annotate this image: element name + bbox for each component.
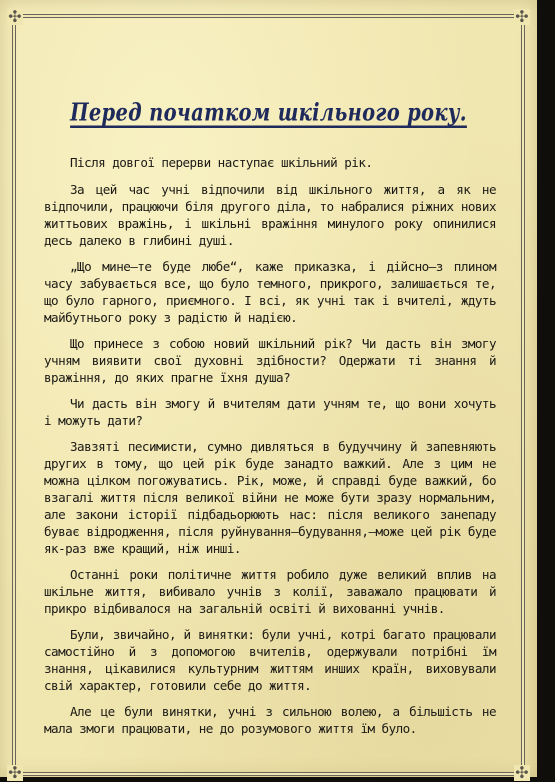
corner-ornament-icon: ✣ (8, 7, 22, 26)
paragraph: Завзяті песимисти, сумно дивляться в будуччину й запевняють других в тому, що цей рік буде занадто важкий. Але з цим не можна цілком погожуватись. Рік, може, й справді буде важкий, бо взагалі життя після великої війни не може бути зразу нормальним, але закони історії підбадьорюють нас: після великого занепаду буває відродження, після руйнування—будування,—може цей рік буде як-раз вже кращий, ніж инші. (44, 439, 496, 556)
article-title: Перед початком шкільного року. (70, 98, 467, 127)
paragraph: Після довгої перерви наступає шкільний рік. (70, 155, 373, 170)
paragraph: „Що мине—те буде любе“, каже приказка, і дійсно—з плином часу забувається все, що було темного, прикрого, залишається те, що було гарного, приємного. І всі, як учні так і вчителі, ждуть майбутнього року з радістю й надією. (44, 259, 496, 325)
paragraph: Але це були винятки, учні з сильною волею, а більшість не мала змоги працювати, не до розумового життя їм було. (44, 704, 496, 736)
corner-ornament-icon: ✣ (8, 763, 22, 782)
article-body (44, 154, 496, 746)
corner-ornament-icon: ✣ (515, 763, 529, 782)
paragraph: Чи дасть він змогу й вчителям дати учням те, що вони хочуть і можуть дати? (44, 396, 496, 428)
paragraph: За цей час учні відпочили від шкільного життя, а як не відпочили, працюючи біля другого діла, то набралися ріжних нових життьових вражінь, і шкільні вражіння минулого року опинилися десь далеко в глибині душі. (44, 182, 496, 248)
corner-ornament-icon: ✣ (515, 7, 529, 26)
paragraph: Останні роки політичне життя робило дуже великий вплив на шкільне життя, вибивало учнів з колії, заважало працювати й прикро відбивалося на загальній освіті й вихованні учнів. (44, 567, 496, 616)
paragraph: Були, звичайно, й винятки: були учні, котрі багато працювали самостійно й з допомогою вчителів, одержували потрібні їм знання, цікавилися культурним життям инших країн, виховували свій характер, готовили себе до життя. (44, 627, 496, 693)
paragraph: Що принесе з собою новий шкільний рік? Чи дасть він змогу учням виявити свої духовні здібности? Одержати ті знання й вражіння, до яких прагне їхня душа? (44, 336, 496, 385)
